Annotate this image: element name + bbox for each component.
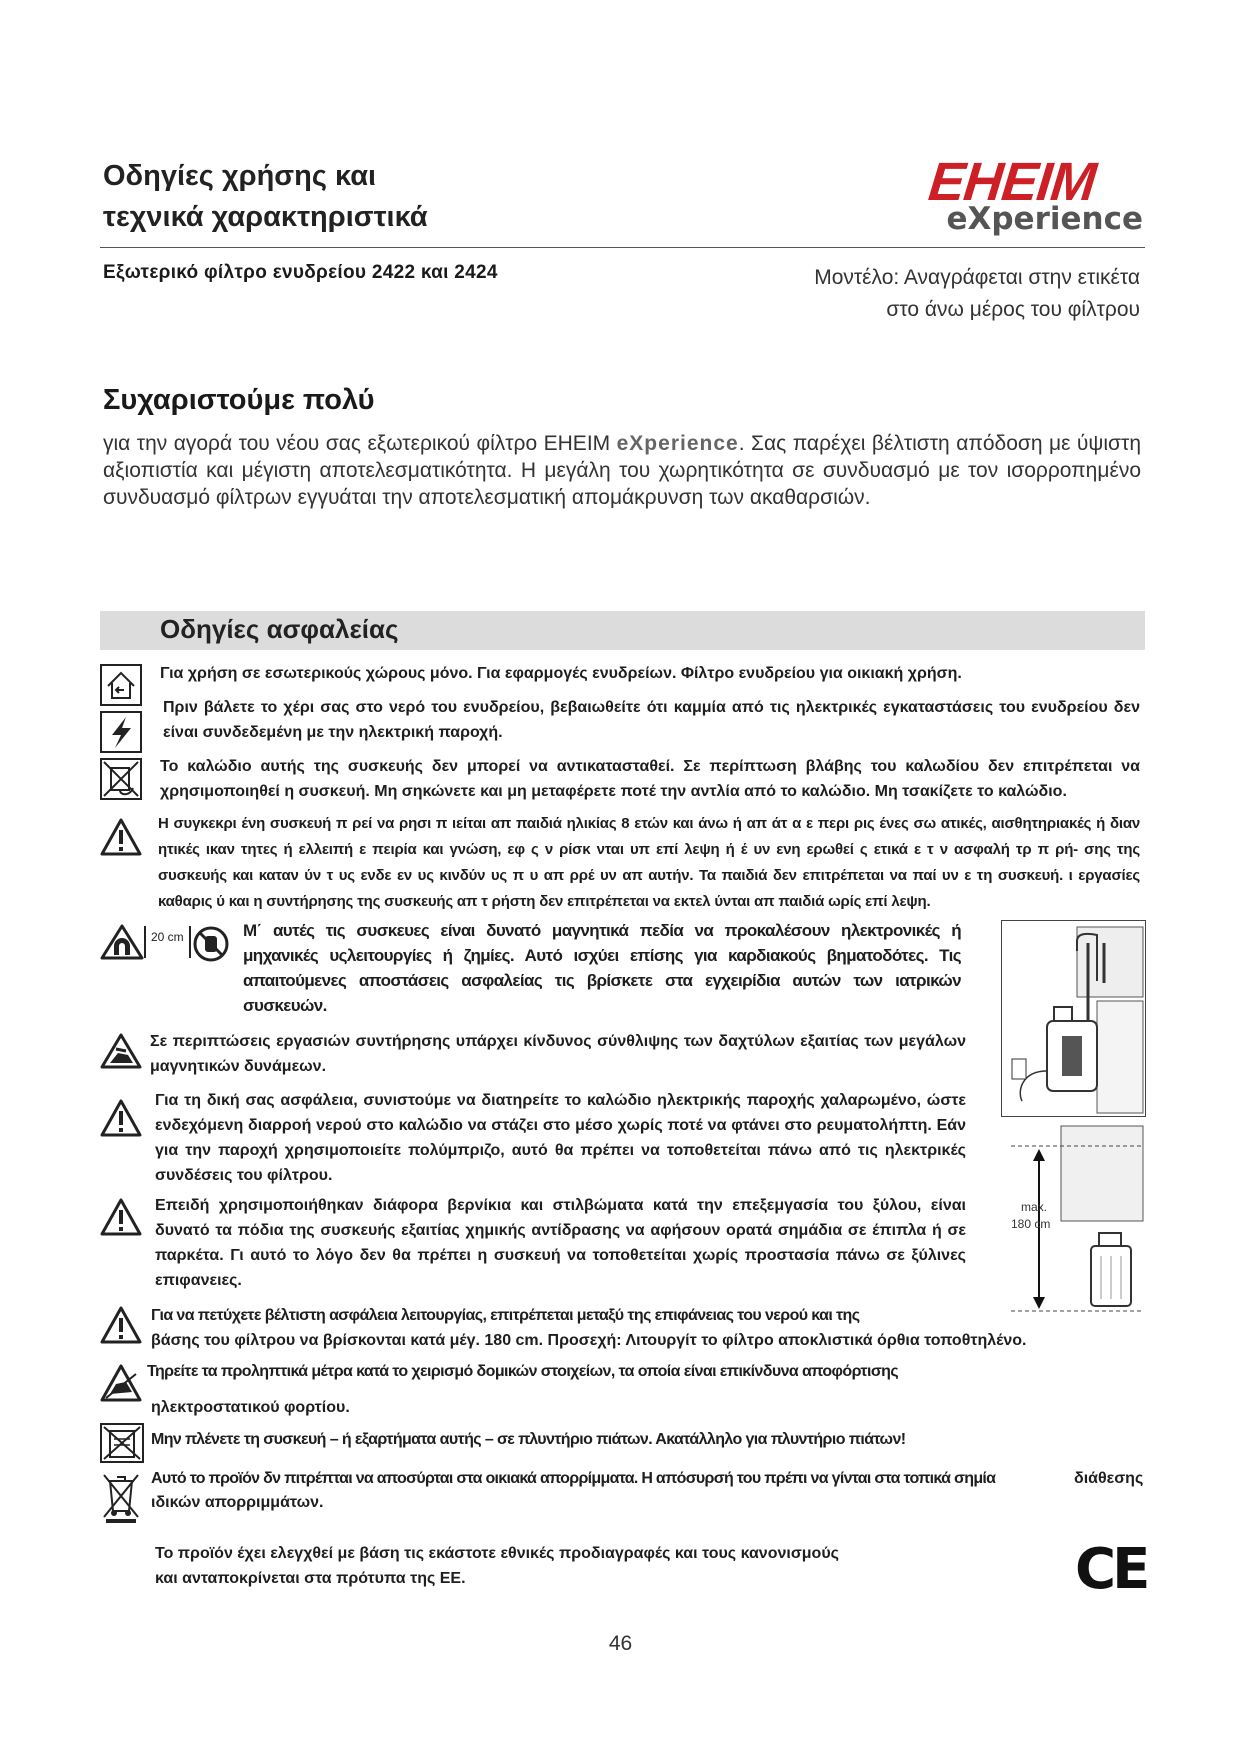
safety-text-children: Η συγκεκρι ένη συσκευή π ρεί να ρησι π ιείται απ παιδιά ηλικίας 8 ετών και άνω ή απ άτ α ε περι ρις ένες σω ατικές, αισθητηριακές ή διαν ητικές ικαν τητες ή ελλειπή ε πειρία και γνώση, εφ ς ν ρίσκ νται υπ επί λεψη ή έ υν ενη ερωθεί ς ετικά ε τ ν ασφαλή τρ π ρή- σης της συσκευής και καταν ύν τ υς ενδε εν υς κινδύν υς π υ απ ρρέ υν απ αυτήν. Τα παιδιά δεν επιτρέπεται να παί υν ε τη συσκευή. ι εργασίες καθαρις ύ και η συντήρησης της συσκευής απ τ ρήστη δεν επιτρέπεται να εκτελ ύνται απ παιδιά ωρίς επί λεψη. xyxy=(158,815,1140,910)
product-subtitle: Εξωτερικό φίλτρο ενυδρείου 2422 και 2424 xyxy=(103,262,498,283)
conformity-line-1: Το προϊόν έχει ελεγχθεί με βάση τις εκάστοτε εθνικές προδιαγραφές και τους κανονισμούς xyxy=(155,1545,839,1562)
warning-triangle-icon xyxy=(100,1198,142,1236)
safety-text-disposal-1: Αυτό το προϊόν δν πιτρέπται να αποσύρται στα οικιακά απορρίμματα. Η απόσυρσή του πρέπι να γίνται στα τοπικά σημία xyxy=(151,1470,996,1487)
conformity-line-2: και ανταποκρίνεται στα πρότυπα της ΕΕ. xyxy=(155,1570,466,1587)
page-number: 46 xyxy=(608,1632,633,1655)
safety-text-dishwasher: Μην πλένετε τη συσκευή – ή εξαρτήματα αυτής – σε πλυντήριο πιάτων. Ακατάλληλο για πλυντήριο πιάτων! xyxy=(151,1431,906,1448)
logo-product-text: eXperience xyxy=(946,201,1143,237)
ce-mark: CE xyxy=(1075,1537,1147,1602)
no-pacemaker-icon xyxy=(193,926,229,962)
no-dishwasher-icon xyxy=(100,1423,144,1463)
safety-text-height-1: Για να πετύχετε βέλτιστη ασφάλεια λειτουργίας, επιτρέπεται μεταξύ της επιφάνειας του νερού και της xyxy=(151,1307,860,1324)
safety-text-esd-2: ηλεκτροστατικού φορτίου. xyxy=(151,1399,350,1416)
distance-bar-right xyxy=(189,926,191,958)
warning-triangle-icon xyxy=(100,818,142,856)
max-label: max. xyxy=(1021,1200,1048,1214)
model-line-2: στο άνω μέρος του φίλτρου xyxy=(886,298,1140,321)
brand-logo xyxy=(900,154,1145,238)
model-info xyxy=(680,262,1140,326)
max-height-diagram xyxy=(1001,1121,1144,1321)
safety-text-crush: Σε περιπτώσεις εργασιών συντήρησης υπάρχει κίνδυνος σύνθλιψης των δαχτύλων εξαιτίας των μεγάλων μαγνητικών δυνάμεων. xyxy=(150,1033,966,1075)
weee-bin-icon xyxy=(100,1471,142,1523)
magnetic-warning-triangle-icon xyxy=(100,924,144,960)
safety-text-cable: Το καλώδιο αυτής της συσκευής δεν μπορεί να αντικατασταθεί. Σε περίπτωση βλάβης του καλωδίου δεν επιτρέπεται να χρησιμοποιηθεί η συσκευή. Μη σηκώνετε και μη μεταφέρετε ποτέ την αντλία από το καλώδιο. Μη τσακίζετε το καλώδιο. xyxy=(160,758,1140,800)
intro-text-start: για την αγορά του νέου σας εξωτερικού φίλτρο EHEIM xyxy=(103,432,617,455)
safety-text-electric: Πριν βάλετε το χέρι σας στο νερό του ενυδρείου, βεβαιωθείτε ότι καμμία από τις ηλεκτρικές εγκαταστάσεις του ενυδρείου δεν είναι συνδεδεμένη με την ηλεκτρική παροχή. xyxy=(163,699,1140,741)
hand-crush-icon xyxy=(100,1033,142,1069)
safety-text-esd-1: Τηρείτε τα προληπτικά μέτρα κατά το χειρισμό δομικών στοιχείων, τα οποία είναι επικίνδυνα αποφόρτισης xyxy=(147,1363,899,1380)
warning-triangle-icon xyxy=(100,1099,142,1137)
title-line-1: Οδηγίες χρήσης και xyxy=(103,160,377,192)
thanks-heading: Συχαριστούμε πολύ xyxy=(103,384,375,416)
intro-text-end: . Σας παρέχει βέλτιστη απόδοση με ύψιστη αξιοπιστία και μέγιστη αποτελεσματικότητα. Η μεγάλη του χωρητικότητα σε συνδυασμό με τον ισορροπημένο συνδυασμό φίλτρων εγγυάται την αποτελεσματική απομάκρυνση των ακαθαρσιών. xyxy=(103,432,1141,509)
filter-install-diagram xyxy=(1001,920,1146,1117)
safety-text-disposal-tail: διάθεσης xyxy=(1074,1470,1144,1487)
warning-triangle-icon xyxy=(100,1306,142,1344)
electrostatic-icon xyxy=(100,1364,142,1402)
indoor-use-icon xyxy=(100,664,142,706)
safety-heading: Οδηγίες ασφαλείας xyxy=(160,614,399,644)
logo-brand-text: EHEIM xyxy=(925,152,1099,212)
no-cable-replace-icon xyxy=(100,758,142,800)
max-height-label: 180 cm xyxy=(1011,1217,1051,1231)
distance-label: 20 cm xyxy=(151,930,184,944)
page-title xyxy=(103,156,428,238)
intro-brand: eXperience xyxy=(616,432,739,455)
model-line-1: Μοντέλο: Αναγράφεται στην ετικέτα xyxy=(814,266,1140,289)
safety-text-disposal-2: ιδικών απορριμμάτων. xyxy=(151,1494,324,1511)
header-divider xyxy=(100,247,1145,248)
safety-text-drip-loop: Για τη δική σας ασφάλεια, συνιστούμε να διατηρείτε το καλώδιο ηλεκτρικής παροχής χαλαρωμένο, ώστε ενδεχόμενη διαρροή νερού στο καλώδιο να στάζει στο μέσο χωρίς ποτέ να φτάνει στο ρευματολήπτη. Εάν για την παροχή χρησιμοποιείτε πολύμπριζο, αυτό θα πρέπει να τοποθετείται πάνω από τις ηλεκτρικές συνδέσεις του φίλτρου. xyxy=(155,1092,966,1184)
intro-paragraph xyxy=(103,430,1141,511)
safety-text-height-2: βάσης του φίλτρου να βρίσκονται κατά μέγ. 180 cm. Προσεχή: Λιτουργίτ το φίλτρο αποκλιστικά όρθια τοποθτηλένο. xyxy=(151,1332,1027,1349)
safety-text-magnetic: Μ΄ αυτές τις συσκευες είναι δυνατό μαγνητικά πεδία να προκαλέσουν ηλεκτρονικές ή μηχανικές υςλειτουργίες ή ζημίες. Αυτό ισχύει επίσης για καρδιακούς βηματοδότες. Τις απαιτούμενες αποστάσεις ασφαλείας τις βρίσκετε στα εγχειρίδια αυτών των ιατρικών συσκευών. xyxy=(243,921,961,1015)
safety-text-wood: Επειδή χρησιμοποιήθηκαν διάφορα βερνίκια και στιλβώματα κατά την επεξεμγασία του ξύλου, είναι δυνατό τα πόδια της συσκευής εξαιτίας χημικής αντίδρασης να αφήσουν ορατά σημάδια σε έπιπλα ή σε παρκέτα. Γι αυτό το λόγο δεν θα πρέπει η συσκευή να τοποθετείται χωρίς προστασία πάνω σε ξύλινες επιφανειες. xyxy=(155,1197,966,1289)
distance-bar-left xyxy=(144,926,146,958)
title-line-2: τεχνικά χαρακτηριστικά xyxy=(103,201,428,233)
electric-shock-icon xyxy=(100,711,142,753)
safety-text-indoor: Για χρήση σε εσωτερικούς χώρους μόνο. Για εφαρμογές ενυδρείων. Φίλτρο ενυδρείου για οικιακή χρήση. xyxy=(160,665,962,682)
